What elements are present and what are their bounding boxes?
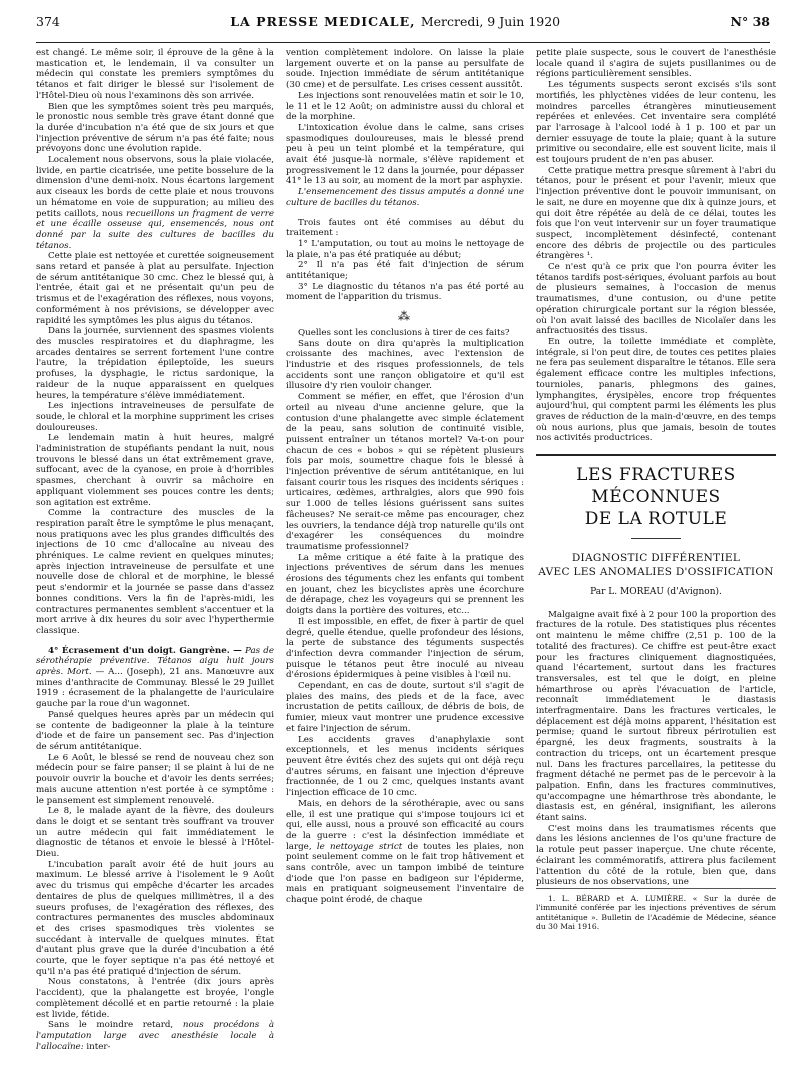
paragraph: Nous constatons, à l'entrée (dix jours après l'accident), que la phalangette est broyée, l'ongle complètement décollé et en partie retourné : la plaie est livide, fétide. xyxy=(36,977,274,1020)
paragraph: Les téguments suspects seront excisés s'ils sont mortifiés, les phlyctènes vidées de leur contenu, les moindres parcelles étrangères minutieusement repérées et enlevées. Cet inventaire sera complété par l'arrosage à l'alcool iodé à 1 p. 100 et par un dernier essuyage de toute la plaie; quant à la suture primitive ou secondaire, elle est souvent licite, mais il est toujours prudent de n'en pas abuser. xyxy=(536,80,776,166)
paragraph: Les injections intraveineuses de persulfate de soude, le chloral et la morphine suppriment les crises douloureuses. xyxy=(36,401,274,433)
italic-run: le nettoyage strict xyxy=(316,841,403,852)
paragraph: L'intoxication évolue dans le calme, sans crises spasmodiques douloureuses, mais le blessé prend peu à peu un teint plombé et la température, qui avait été jusque-là normale, s'élève rapidement et progressivement le 12 dans la journée, pour dépasser 41° le 13 au soir, au moment de la mort par asphyxie. xyxy=(286,122,524,187)
paragraph: L'ensemencement des tissus amputés a donné une culture de bacilles du tétanos. xyxy=(286,187,524,208)
article-title-line: DE LA ROTULE xyxy=(584,509,728,530)
text-run: Mais, en dehors de la sérothérapie, avec ou sans elle, il est une pratique qui s'impose toujours ici et qui, elle aussi, nous a prouvé son efficacité au cours de la guerre : c'est la désinfection immédiate et large, xyxy=(286,798,524,852)
article-subtitle-line: AVEC LES ANOMALIES D'OSSIFICATION xyxy=(538,566,774,579)
article-author: Par L. MOREAU (d'Avignon). xyxy=(590,587,722,598)
italic-run: recueillons un fragment de verre et une écaille osseuse qui, ensemencés, nous ont donné par la suite des cultures de bacilles du tétanos. xyxy=(36,208,274,251)
journal-masthead xyxy=(230,14,560,29)
text-run: — A... (Joseph), 21 ans. Manœuvre aux mines d'anthracite de Communay. Blessé le 29 Juillet 1919 : écrasement de la phalangette de l'auriculaire gauche par la roue d'un wagonnet. xyxy=(36,667,274,710)
paragraph: En outre, la toilette immédiate et complète, intégrale, si l'on peut dire, de toutes ces petites plaies ne fera pas seulement disparaître le tétanos. Elle sera également efficace contre les multiples infections, tournioles, panaris, phlegmons des gaines, lymphangites, érysipèles, encore trop fréquentes aujourd'hui, qui comptent parmi les éléments les plus graves de réduction de la main-d'œuvre, en des temps où nous aurions, plus que jamais, besoin de toutes nos activités productrices. xyxy=(536,336,776,444)
issue-date: Mercredi, 9 Juin 1920 xyxy=(420,14,561,29)
italic-run: nous procédons à l'amputation large avec anesthésie locale à l'allocaïne: xyxy=(36,1020,274,1052)
issue-number: N° 38 xyxy=(730,14,770,29)
case-heading-paragraph xyxy=(36,646,274,710)
paragraph: L'incubation paraît avoir été de huit jours au maximum. Le blessé arrive à l'isolement le 9 Août avec du trismus qui empêche d'écarter les arcades dentaires de plus de quelques millimètres, il a des sueurs profuses, de l'exagération des réflexes, des contractures permanentes des muscles abdominaux et des crises spasmodiques très violentes se succédant à intervalle de quelques minutes. État d'autant plus grave que la durée d'incubation a été courte, que le foyer septique n'a pas été nettoyé et qu'il n'a pas été pratiqué d'injection de sérum. xyxy=(36,859,274,977)
paragraph: Malgaigne avait fixé à 2 pour 100 la proportion des fractures de la rotule. Des statistiques plus récentes ont maintenu le même chiffre (2,51 p. 100 de la totalité des fractures). Ce chiffre est peut-être exact pour les fractures cliniquement diagnostiquées, quand l'écartement, surtout dans les fractures transversales, est tel que le doigt, en pleine hémarthrose ou après l'évacuation de l'article, reconnaît immédiatement le diastasis interfragmentaire. Dans les fractures verticales, le déplacement est déjà moins apparent, l'hésitation est permise; quand le surtout fibreux périrotulien est épargné, les deux fragments, soustraits à la contraction du triceps, ont un écartement presque nul. Dans les fractures parcellaires, la petitesse du fragment détaché ne permet pas de le percevoir à la palpation. Enfin, dans les fractures comminutives, qu'accompagne une hémarthrose très abondante, le diastasis est, en général, insignifiant, les ailerons étant sains. xyxy=(536,609,776,824)
column-2 xyxy=(286,48,524,906)
paragraph: Cette pratique mettra presque sûrement à l'abri du tétanos, pour le présent et pour l'avenir, mieux que l'injection préventive dont le pouvoir immunisant, on le sait, ne dure en moyenne que dix à quinze jours, et qui doit être répétée au delà de ce délai, toutes les fois que l'on veut intervenir sur un foyer traumatique suspect, incomplètement désinfecté, contenant encore des débris de projectile ou des particules étrangères ¹. xyxy=(536,165,776,262)
paragraph xyxy=(36,155,274,251)
paragraph: Trois fautes ont été commises au début du traitement : xyxy=(286,217,524,239)
paragraph: Les accidents graves d'anaphylaxie sont exceptionnels, et les menus incidents sériques peuvent être évités chez des sujets qui ont déjà reçu d'autres sérums, en faisant une injection d'épreuve fractionnée, de 1 ou 2 cmc, quelques instants avant l'injection efficace de 10 cmc. xyxy=(286,734,524,799)
list-item: 2° Il n'a pas été fait d'injection de sérum antitétanique; xyxy=(286,260,524,282)
paragraph: Cependant, en cas de doute, surtout s'il s'agit de plaies des mains, des pieds et de la face, avec incrustation de petits cailloux, de débris de bois, de fumier, mieux vaut montrer une prudence excessive et faire l'injection de sérum. xyxy=(286,681,524,734)
paragraph: Ce n'est qu'à ce prix que l'on pourra éviter les tétanos tardifs post-sériques, évoluant parfois au bout de plusieurs semaines, à l'occasion de menus traumatismes, d'une contusion, ou d'une petite opération chirurgicale portant sur la région blessée, où l'on avait laissé des bacilles de Nicolaïer dans les anfractuosités des tissus. xyxy=(536,262,776,337)
paragraph: La même critique a été faite à la pratique des injections préventives de sérum dans les menues érosions des téguments chez les enfants qui tombent en jouant, chez les bicyclistes après une écorchure de dérapage, chez les voyageurs qui se prennent les doigts dans la portière des voitures, etc... xyxy=(286,552,524,617)
page-number: 374 xyxy=(36,14,60,29)
journal-name: LA PRESSE MEDICALE, xyxy=(230,14,416,29)
article-title-line: LES FRACTURES MÉCONNUES xyxy=(576,465,736,508)
page-header xyxy=(36,14,770,43)
paragraph: Il est impossible, en effet, de fixer à partir de quel degré, quelle étendue, quelle profondeur des lésions, la perte de substance des téguments suspectés d'infection devra commander l'injection de sérum, puisque le tétanos peut être inoculé au niveau d'érosions épidermiques à peine visibles à l'œil nu. xyxy=(286,616,524,681)
paragraph: Les injections sont renouvelées matin et soir le 10, le 11 et le 12 Août; on administre aussi du chloral et de la morphine. xyxy=(286,90,524,123)
paragraph: vention complètement indolore. On laisse la plaie largement ouverte et on la panse au persulfate de soude. Injection immédiate de sérum antitétanique (30 cme) et de persulfate. Les crises cessent aussitôt. xyxy=(286,48,524,91)
paragraph: C'est moins dans les traumatismes récents que dans les lésions anciennes de l'os qu'une fracture de la rotule peut passer inaperçue. Une chute récente, éclairant les commémoratifs, attirera plus facilement l'attention du côté de la rotule, bien que, dans plusieurs de nos observations, une xyxy=(536,823,776,888)
paragraph: Pansé quelques heures après par un médecin qui se contente de badigeonner la plaie à la teinture d'iode et de faire un pansement sec. Pas d'injection de sérum antitétanique. xyxy=(36,709,274,752)
article-title xyxy=(536,464,776,530)
article-subtitle-line: DIAGNOSTIC DIFFÉRENTIEL xyxy=(571,552,741,565)
list-item: 3° Le diagnostic du tétanos n'a pas été porté au moment de l'apparition du trismus. xyxy=(286,281,524,303)
column-1 xyxy=(36,48,274,1052)
text-run: de toutes les plaies, non point seulement comme on le fait trop hâtivement et sans contrôle, avec un tampon imbibé de teinture d'iode que l'on passe en badigeon sur l'épiderme, mais en pratiquant soigneusement l'inventaire de chaque point érodé, de chaque xyxy=(286,841,525,906)
column-3 xyxy=(536,48,776,932)
article-subtitle xyxy=(536,551,776,579)
paragraph xyxy=(286,799,524,906)
paragraph: Sans doute on dira qu'après la multiplication croissante des machines, avec l'extension de l'industrie et des risques professionnels, de tels accidents sont une rançon obligatoire et qu'il est illusoire d'y rien vouloir changer. xyxy=(286,338,524,392)
paragraph: Le 8, le malade ayant de la fièvre, des douleurs dans le doigt et se sentant très souffrant va trouver un autre médecin qui fait immédiatement le diagnostic de tétanos et envoie le blessé à l'Hôtel-Dieu. xyxy=(36,806,274,860)
text-run: inter- xyxy=(86,1041,111,1052)
paragraph: Le lendemain matin à huit heures, malgré l'administration de stupéfiants pendant la nuit, nous trouvons le blessé dans un état extrêmement grave, suffocant, avec de la cyanose, en proie à d'horribles spasmes, cherchant à ouvrir sa mâchoire en appliquant violemment ses pouces contre les dents; son agitation est extrême. xyxy=(36,433,274,508)
list-item: 1° L'amputation, ou tout au moins le nettoyage de la plaie, n'a pas été pratiquée au début; xyxy=(286,238,524,260)
paragraph: Bien que les symptômes soient très peu marqués, le pronostic nous semble très grave étant donné que la durée d'incubation n'a été que de six jours et que l'injection préventive de sérum n'a pas été faite; nous prévoyons donc une évolution rapide. xyxy=(36,101,274,155)
paragraph: Comme la contracture des muscles de la respiration paraît être le symptôme le plus menaçant, nous pratiquons avec les plus grandes difficultés des injections de 10 cmc d'allocaïne au niveau des phréniques. Le calme revient en quelques minutes; après injection intraveineuse de persulfate et une nouvelle dose de chloral et de morphine, le blessé peut s'endormir et la journée se passe dans d'assez bonnes conditions. Vers la fin de l'après-midi, les contractures permanentes semblent s'accentuer et la mort arrive à dix heures du soir avec l'hyperthermie classique. xyxy=(36,508,274,636)
title-divider xyxy=(631,538,681,539)
italic-run: Pas de sérothérapie préventive. Tétanos aigu huit jours après. Mort. xyxy=(36,645,275,678)
article-separator-rule xyxy=(536,454,776,456)
paragraph: petite plaie suspecte, sous le couvert de l'anesthésie locale quand il s'agira de sujets pusillanimes ou de régions particulièrement sensibles. xyxy=(536,48,776,80)
case-heading: 4° Écrasement d'un doigt. Gangrène. — xyxy=(48,645,242,656)
paragraph: Quelles sont les conclusions à tirer de ces faits? xyxy=(298,327,510,338)
paragraph: Le 6 Août, le blessé se rend de nouveau chez son médecin pour se faire panser; il se plaint à lui de ne pouvoir ouvrir la bouche et d'avoir les dents serrées; mais aucune attention n'est portée à ce symptôme : le pansement est simplement renouvelé. xyxy=(36,752,274,806)
paragraph xyxy=(36,1020,274,1052)
text-run: Localement nous observons, sous la plaie violacée, livide, en partie cicatrisée, une petite bosselure de la dimension d'une demi-noix. Nous écartons largement aux ciseaux les bords de cette plaie et nous trouvons un hématome en voie de suppuration; au milieu des petits caillots, nous xyxy=(36,155,274,219)
paragraph: Comment se méfier, en effet, que l'érosion d'un orteil au niveau d'une ancienne gelure, que la contusion d'une phalangette avec simple éclatement de la peau, sans solution de continuité visible, puissent entraîner un tétanos mortel? Va-t-on pour chacun de ces « bobos » qui se répètent plusieurs fois par mois, soumettre chaque fois le blessé à l'injection préventive de sérum antitétanique, en lui faisant courir tous les risques des incidents sériques : urticaires, œdèmes, arthralgies, alors que 990 fois sur 1.000 de telles lésions guérissent sans suites fâcheuses? Ne serait-ce même pas encourager, chez les ouvriers, la tendance déjà trop naturelle qu'ils ont d'exagérer les conséquences du moindre traumatisme professionnel? xyxy=(286,392,524,552)
section-separator-asterism: ⁂ xyxy=(398,309,412,324)
text-run: Sans le moindre retard, xyxy=(48,1020,174,1031)
footnote: 1. L. BÉRARD et A. LUMIÈRE. « Sur la durée de l'immunité conférée par les injections préventives de sérum antitétanique ». Bulletin de l'Académie de Médecine, séance du 30 Mai 1916. xyxy=(536,888,776,932)
paragraph: Cette plaie est nettoyée et curettée soigneusement sans retard et pansée à plat au persulfate. Injection de sérum antitétanique 30 cmc. Chez le blessé qui, à l'entrée, était gai et ne présentait qu'un peu de trismus et de l'exagération des réflexes, nous voyons, conformément à nos prévisions, se développer avec rapidité les symptômes les plus aigus du tétanos. xyxy=(36,251,274,326)
paragraph: est changé. Le même soir, il éprouve de la gêne à la mastication et, le lendemain, il va consulter un médecin qui constate les premiers symptômes du tétanos et fait diriger le blessé sur l'isolement de l'Hôtel-Dieu où nous l'examinons dès son arrivée. xyxy=(36,48,274,101)
paragraph: Dans la journée, surviennent des spasmes violents des muscles respiratoires et du diaphragme, les arcades dentaires se serrent fortement l'une contre l'autre, la trépidation épileptoïde, les sueurs profuses, la dysphagie, le rictus sardonique, la raideur de la nuque apparaissent en quelques heures, la température s'élève immédiatement. xyxy=(36,326,274,401)
